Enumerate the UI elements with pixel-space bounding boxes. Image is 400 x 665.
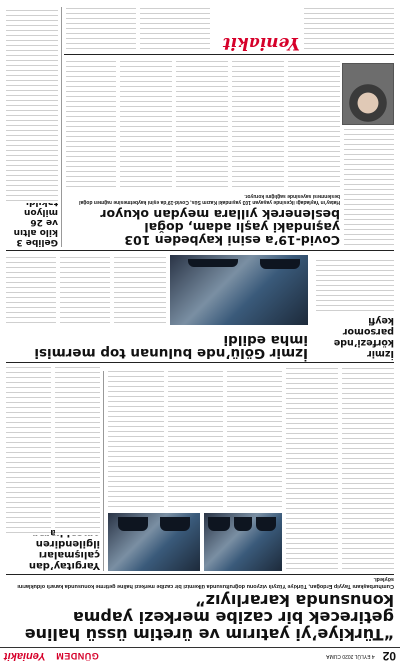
imprint-text: [140, 7, 210, 51]
side-story-column: [6, 365, 51, 535]
brand-logo: Yeniakit: [222, 33, 300, 53]
covid-story-column: [288, 59, 340, 189]
column-rule: [61, 7, 62, 247]
divider: [6, 362, 394, 363]
divider: [6, 250, 394, 251]
third-headline: İzmir körfezi’nde parsomor keyfi: [333, 315, 394, 359]
page-header: [0, 647, 400, 665]
page-number: 02: [382, 649, 396, 664]
main-headline-block: [6, 576, 394, 643]
stage-photo: [108, 513, 200, 571]
covid-story-column: [344, 127, 394, 247]
covid-lead: Hatay’ın Yayladağı ilçesinde yaşayan 103 yaşındaki Kazım Süs, Covid-19’da eşini kaybetmesine rağmen doğal beslenmesi sayesinde sağlığını koruyor.: [79, 193, 340, 205]
elderly-man-photo: [342, 63, 394, 125]
side-headline: Yargıtay’dan çalışmaları ilgilendiren: [28, 538, 100, 571]
covid-headline: Covid-19’a esini kaybeden 103 yaşındaki yaşlı adam, doğal beslenerek yıllara meydan okuyor: [100, 207, 340, 248]
second-headline: İzmir Gölü’nde bulunan top mermisi imha edildi: [34, 332, 308, 361]
main-lead: Cumhurbaşkanı Tayyip Erdoğan, Türkiye Yüzyılı vizyonu doğrultusunda ülkemizi bir cazibe merkezi haline getirme konusunda kararlı olduklarını söyledi.: [17, 576, 394, 589]
side-story-column: [55, 365, 100, 535]
covid-story-column: [66, 59, 116, 189]
harbor-photo: [170, 255, 308, 325]
covid-story-column: [120, 59, 172, 189]
main-story-column: [227, 369, 282, 509]
section-label: GÜNDEM: [55, 651, 99, 662]
divider: [6, 574, 394, 575]
main-story-column: [286, 366, 338, 571]
conference-photo: [204, 513, 282, 571]
covid-story-column: [176, 59, 228, 189]
column-rule: [103, 371, 104, 571]
header-logo: Yeniakit: [4, 650, 46, 663]
second-story-column: [114, 255, 166, 325]
fourth-story-column: [6, 8, 58, 203]
page-date: 4 EYLÜL 2020 CUMA: [326, 653, 375, 660]
covid-story-column: [232, 59, 284, 189]
main-story-column: [342, 366, 394, 571]
imprint-text: [66, 7, 136, 51]
divider: [64, 54, 394, 55]
second-story-column: [6, 255, 56, 325]
third-story-column: [316, 257, 394, 313]
fourth-headline: Gelibe 3 kilo altın ve 26 milyon: [13, 207, 58, 247]
imprint-text: [304, 7, 394, 51]
second-story-column: [60, 255, 110, 325]
main-story-column: [168, 369, 223, 509]
main-headline: “Türkiye’yi yatırım ve üretim üssü haline getirecek bir cazibe merkezi yapma konusunda kararlıyız”: [24, 591, 394, 644]
main-story-column: [108, 369, 164, 509]
